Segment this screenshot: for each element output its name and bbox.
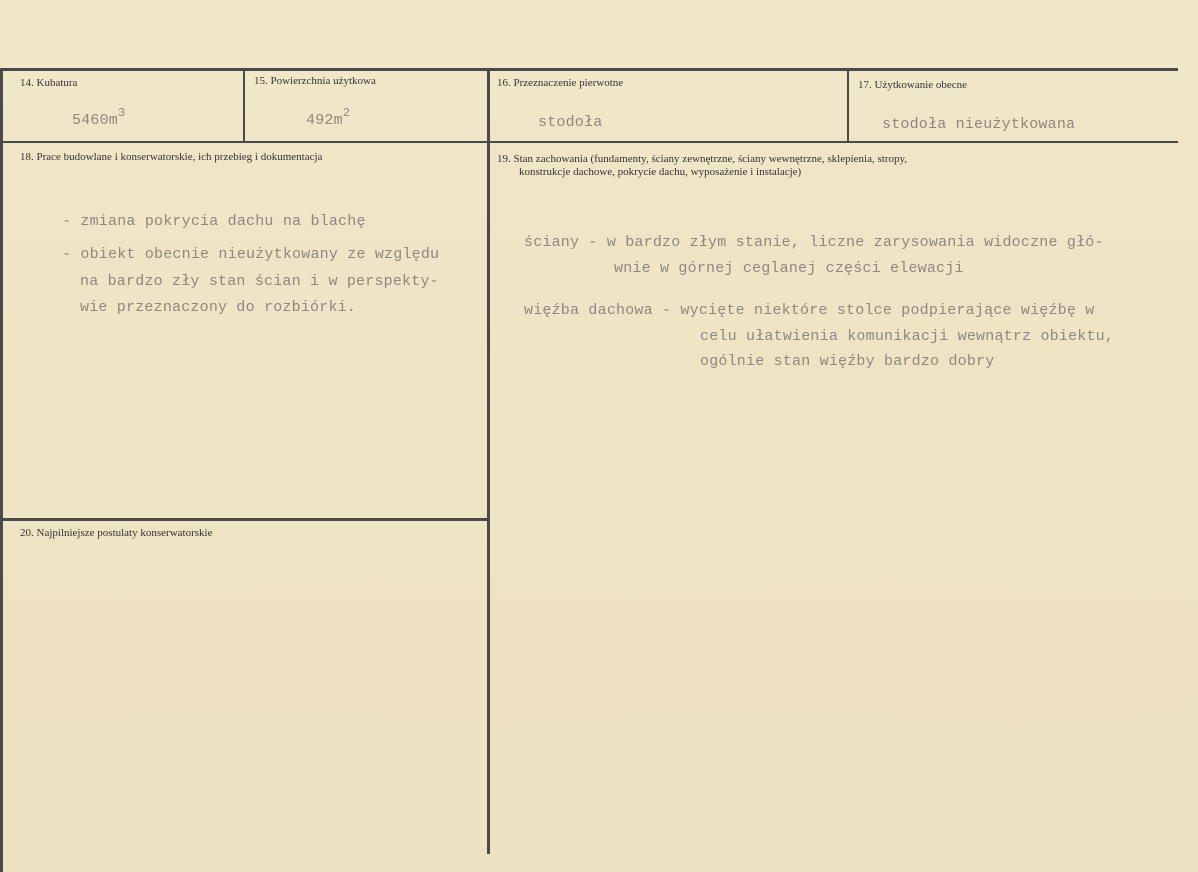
field-17-label: 17. Użytkowanie obecne: [858, 79, 968, 91]
row1-bottom-border: [0, 141, 1178, 143]
field-16-value: stodoła: [538, 114, 603, 131]
field-18-line-3: na bardzo zły stan ścian i w perspekty-: [80, 273, 439, 290]
field-19-label-line-1: 19. Stan zachowania (fundamenty, ściany zewnętrzne, ściany wewnętrzne, sklepienia, stropy,: [497, 153, 908, 165]
divider-14-15: [243, 70, 245, 142]
field-15-label: 15. Powierzchnia użytkowa: [254, 75, 376, 87]
field-16-label: 16. Przeznaczenie pierwotne: [497, 77, 624, 89]
section18-bottom-border: [0, 518, 488, 521]
field-18-label: 18. Prace budowlane i konserwatorskie, ich przebieg i dokumentacja: [20, 151, 323, 163]
kubatura-unit-exponent: 3: [118, 106, 126, 120]
field-14-value: [72, 106, 126, 129]
field-19-label-line-2: konstrukcje dachowe, pokrycie dachu, wyposażenie i instalacje): [519, 166, 802, 178]
field-18-line-1: - zmiana pokrycia dachu na blachę: [62, 213, 366, 230]
field-19-line-2: wnie w górnej ceglanej części elewacji: [614, 260, 964, 277]
powierzchnia-value: 492m: [306, 112, 343, 129]
main-vertical-divider: [487, 70, 490, 854]
divider-16-17: [847, 70, 849, 142]
field-14-label: 14. Kubatura: [20, 77, 78, 89]
field-15-value: [306, 106, 351, 129]
field-19-line-4: celu ułatwienia komunikacji wewnątrz obiektu,: [700, 328, 1115, 345]
field-19-line-3: więźba dachowa - wycięte niektóre stolce podpierające więźbę w: [524, 302, 1095, 319]
field-17-value: stodoła nieużytkowana: [882, 116, 1076, 133]
top-border: [0, 68, 1178, 71]
left-border: [0, 68, 3, 872]
field-19-line-5: ogólnie stan więźby bardzo dobry: [700, 353, 995, 370]
kubatura-value: 5460m: [72, 112, 119, 129]
powierzchnia-unit-exponent: 2: [342, 106, 351, 120]
field-18-line-2: - obiekt obecnie nieużytkowany ze względu: [62, 246, 440, 263]
field-19-line-1: ściany - w bardzo złym stanie, liczne zarysowania widoczne głó-: [524, 234, 1104, 251]
field-20-label: 20. Najpilniejsze postulaty konserwatorskie: [20, 527, 213, 539]
field-18-line-4: wie przeznaczony do rozbiórki.: [80, 299, 357, 316]
